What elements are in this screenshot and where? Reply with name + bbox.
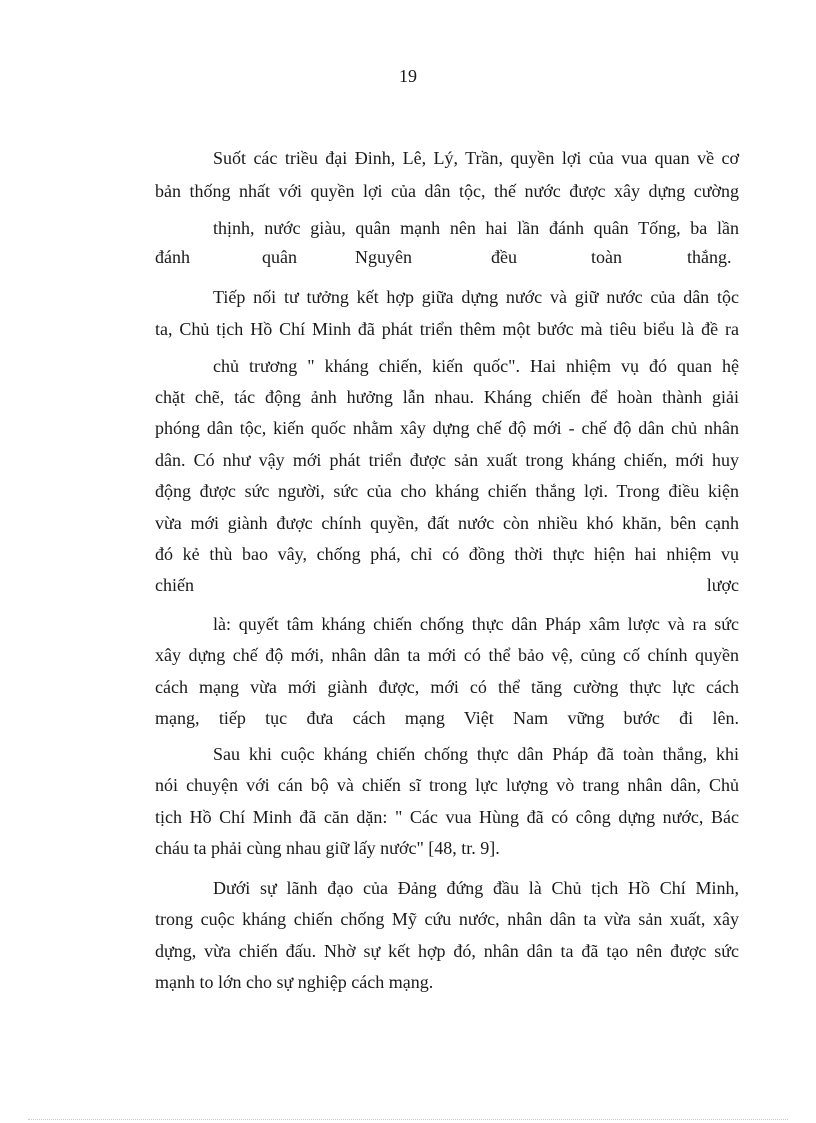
text-word: lược <box>706 575 739 595</box>
text-line: cháu ta phải cùng nhau giữ lấy nước" [48, tr. 9]. <box>155 838 500 858</box>
text-line: là: quyết tâm kháng chiến chống thực dân Pháp xâm lược và ra sức <box>213 614 739 634</box>
text-line: bản thống nhất với quyền lợi của dân tộc, thế nước được xây dựng cường <box>155 181 739 201</box>
page-number: 19 <box>399 66 417 86</box>
text-line: vừa mới giành được chính quyền, đất nước còn nhiều khó khăn, bên cạnh <box>155 513 739 533</box>
text-word: quân <box>262 247 297 267</box>
text-line: cách mạng vừa mới giành được, mới có thể tăng cường thực lực cách <box>155 677 739 697</box>
text-line: chặt chẽ, tác động ảnh hưởng lẫn nhau. Kháng chiến để hoàn thành giải <box>155 387 739 407</box>
text-line: Tiếp nối tư tưởng kết hợp giữa dựng nước và giữ nước của dân tộc <box>213 287 739 307</box>
text-line: ta, Chủ tịch Hồ Chí Minh đã phát triển thêm một bước mà tiêu biểu là đề ra <box>155 319 739 339</box>
text-word: Nguyên <box>355 247 412 267</box>
text-line: động được sức người, sức của cho kháng chiến thắng lợi. Trong điều kiện <box>155 481 739 501</box>
text-line: dựng, vừa chiến đấu. Nhờ sự kết hợp đó, nhân dân ta đã tạo nên được sức <box>155 941 739 961</box>
text-line: tịch Hồ Chí Minh đã căn dặn: " Các vua Hùng đã có công dựng nước, Bác <box>155 807 739 827</box>
text-line-spread <box>155 574 739 596</box>
text-line: chủ trương " kháng chiến, kiến quốc". Hai nhiệm vụ đó quan hệ <box>213 356 739 376</box>
text-line-spread <box>155 246 739 268</box>
text-word: thắng. <box>687 247 732 267</box>
text-line: Suốt các triều đại Đinh, Lê, Lý, Trần, quyền lợi của vua quan về cơ <box>213 148 739 168</box>
text-word: đánh <box>155 247 190 267</box>
text-line: trong cuộc kháng chiến chống Mỹ cứu nước, nhân dân ta vừa sản xuất, xây <box>155 909 739 929</box>
text-line: nói chuyện với cán bộ và chiến sĩ trong lực lượng vò trang nhân dân, Chủ <box>155 775 739 795</box>
text-line: Dưới sự lãnh đạo của Đảng đứng đầu là Chủ tịch Hồ Chí Minh, <box>213 878 739 898</box>
page-bottom-divider <box>28 1119 788 1120</box>
text-line: Sau khi cuộc kháng chiến chống thực dân Pháp đã toàn thắng, khi <box>213 744 739 764</box>
text-line: mạnh to lớn cho sự nghiệp cách mạng. <box>155 972 434 992</box>
text-line: đó kẻ thù bao vây, chống phá, chỉ có đồng thời thực hiện hai nhiệm vụ <box>155 544 739 564</box>
text-line: dân. Có như vậy mới phát triển được sản xuất trong kháng chiến, mới huy <box>155 450 739 470</box>
text-line: thịnh, nước giàu, quân mạnh nên hai lần đánh quân Tống, ba lần <box>213 218 739 238</box>
text-line: phóng dân tộc, kiến quốc nhằm xây dựng chế độ mới - chế độ dân chủ nhân <box>155 418 739 438</box>
text-word: chiến <box>155 575 194 595</box>
text-line: mạng, tiếp tục đưa cách mạng Việt Nam vững bước đi lên. <box>155 708 739 728</box>
text-word: đều <box>491 247 517 267</box>
text-word: toàn <box>591 247 622 267</box>
text-line: xây dựng chế độ mới, nhân dân ta mới có thể bảo vệ, củng cố chính quyền <box>155 645 739 665</box>
